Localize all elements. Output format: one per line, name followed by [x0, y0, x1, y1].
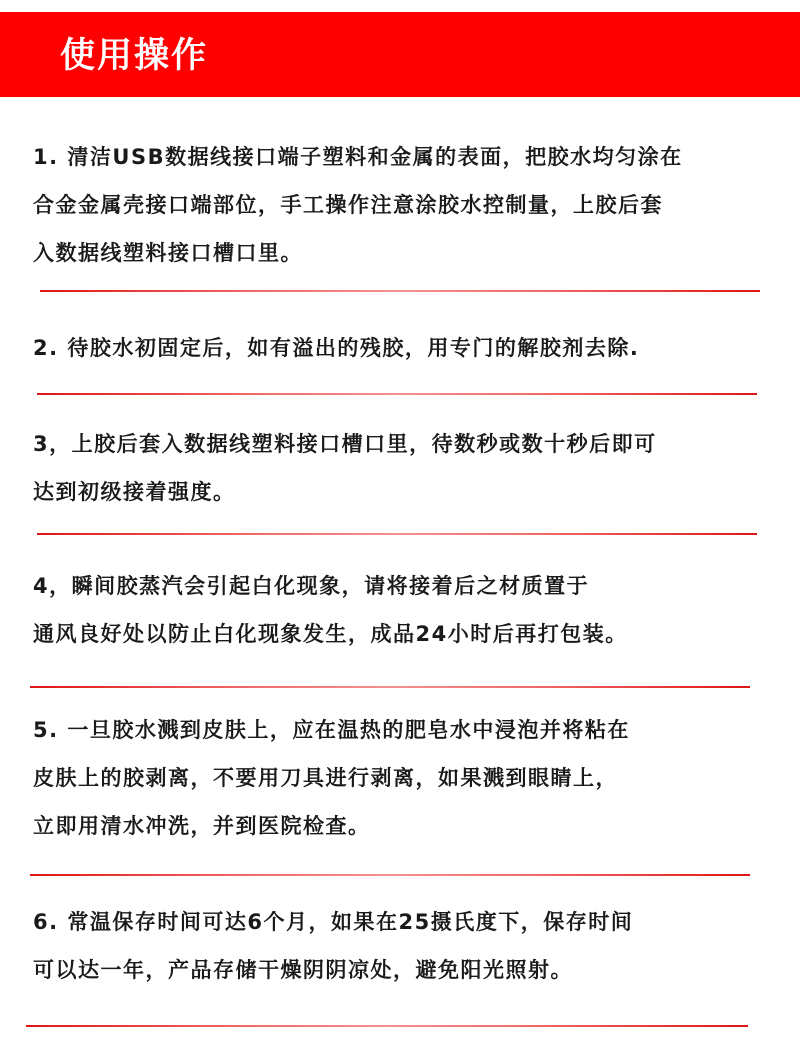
step-1 [33, 133, 773, 277]
page-title: 使用操作 [60, 36, 209, 76]
section-divider [37, 533, 757, 535]
step-2 [33, 324, 773, 372]
section-divider [26, 1025, 748, 1027]
step-text-line: 入数据线塑料接口槽口里。 [33, 241, 303, 265]
step-text-line: 合金金属壳接口端部位，手工操作注意涂胶水控制量，上胶后套 [33, 193, 663, 217]
step-text-line: 1. 清洁USB数据线接口端子塑料和金属的表面，把胶水均匀涂在 [33, 145, 683, 169]
section-divider [40, 290, 760, 292]
step-text-line: 可以达一年，产品存储干燥阴阴凉处，避免阳光照射。 [33, 958, 573, 982]
step-text-line: 达到初级接着强度。 [33, 480, 236, 504]
step-text-line: 通风良好处以防止白化现象发生，成品24小时后再打包装。 [33, 622, 628, 646]
section-divider [37, 393, 757, 395]
step-4 [33, 562, 773, 658]
step-text-line: 4，瞬间胶蒸汽会引起白化现象，请将接着后之材质置于 [33, 574, 590, 598]
step-text-line: 2. 待胶水初固定后，如有溢出的残胶，用专门的解胶剂去除. [33, 336, 640, 360]
step-3 [33, 420, 773, 516]
step-text-line: 5. 一旦胶水溅到皮肤上，应在温热的肥皂水中浸泡并将粘在 [33, 718, 630, 742]
step-5 [33, 706, 773, 850]
step-text-line: 立即用清水冲洗，并到医院检查。 [33, 814, 371, 838]
section-divider [30, 874, 750, 876]
section-divider [30, 686, 750, 688]
step-text-line: 皮肤上的胶剥离，不要用刀具进行剥离，如果溅到眼睛上， [33, 766, 618, 790]
step-text-line: 3，上胶后套入数据线塑料接口槽口里，待数秒或数十秒后即可 [33, 432, 657, 456]
step-text-line: 6. 常温保存时间可达6个月，如果在25摄氏度下，保存时间 [33, 910, 634, 934]
step-6 [33, 898, 773, 994]
header-banner [0, 12, 800, 97]
